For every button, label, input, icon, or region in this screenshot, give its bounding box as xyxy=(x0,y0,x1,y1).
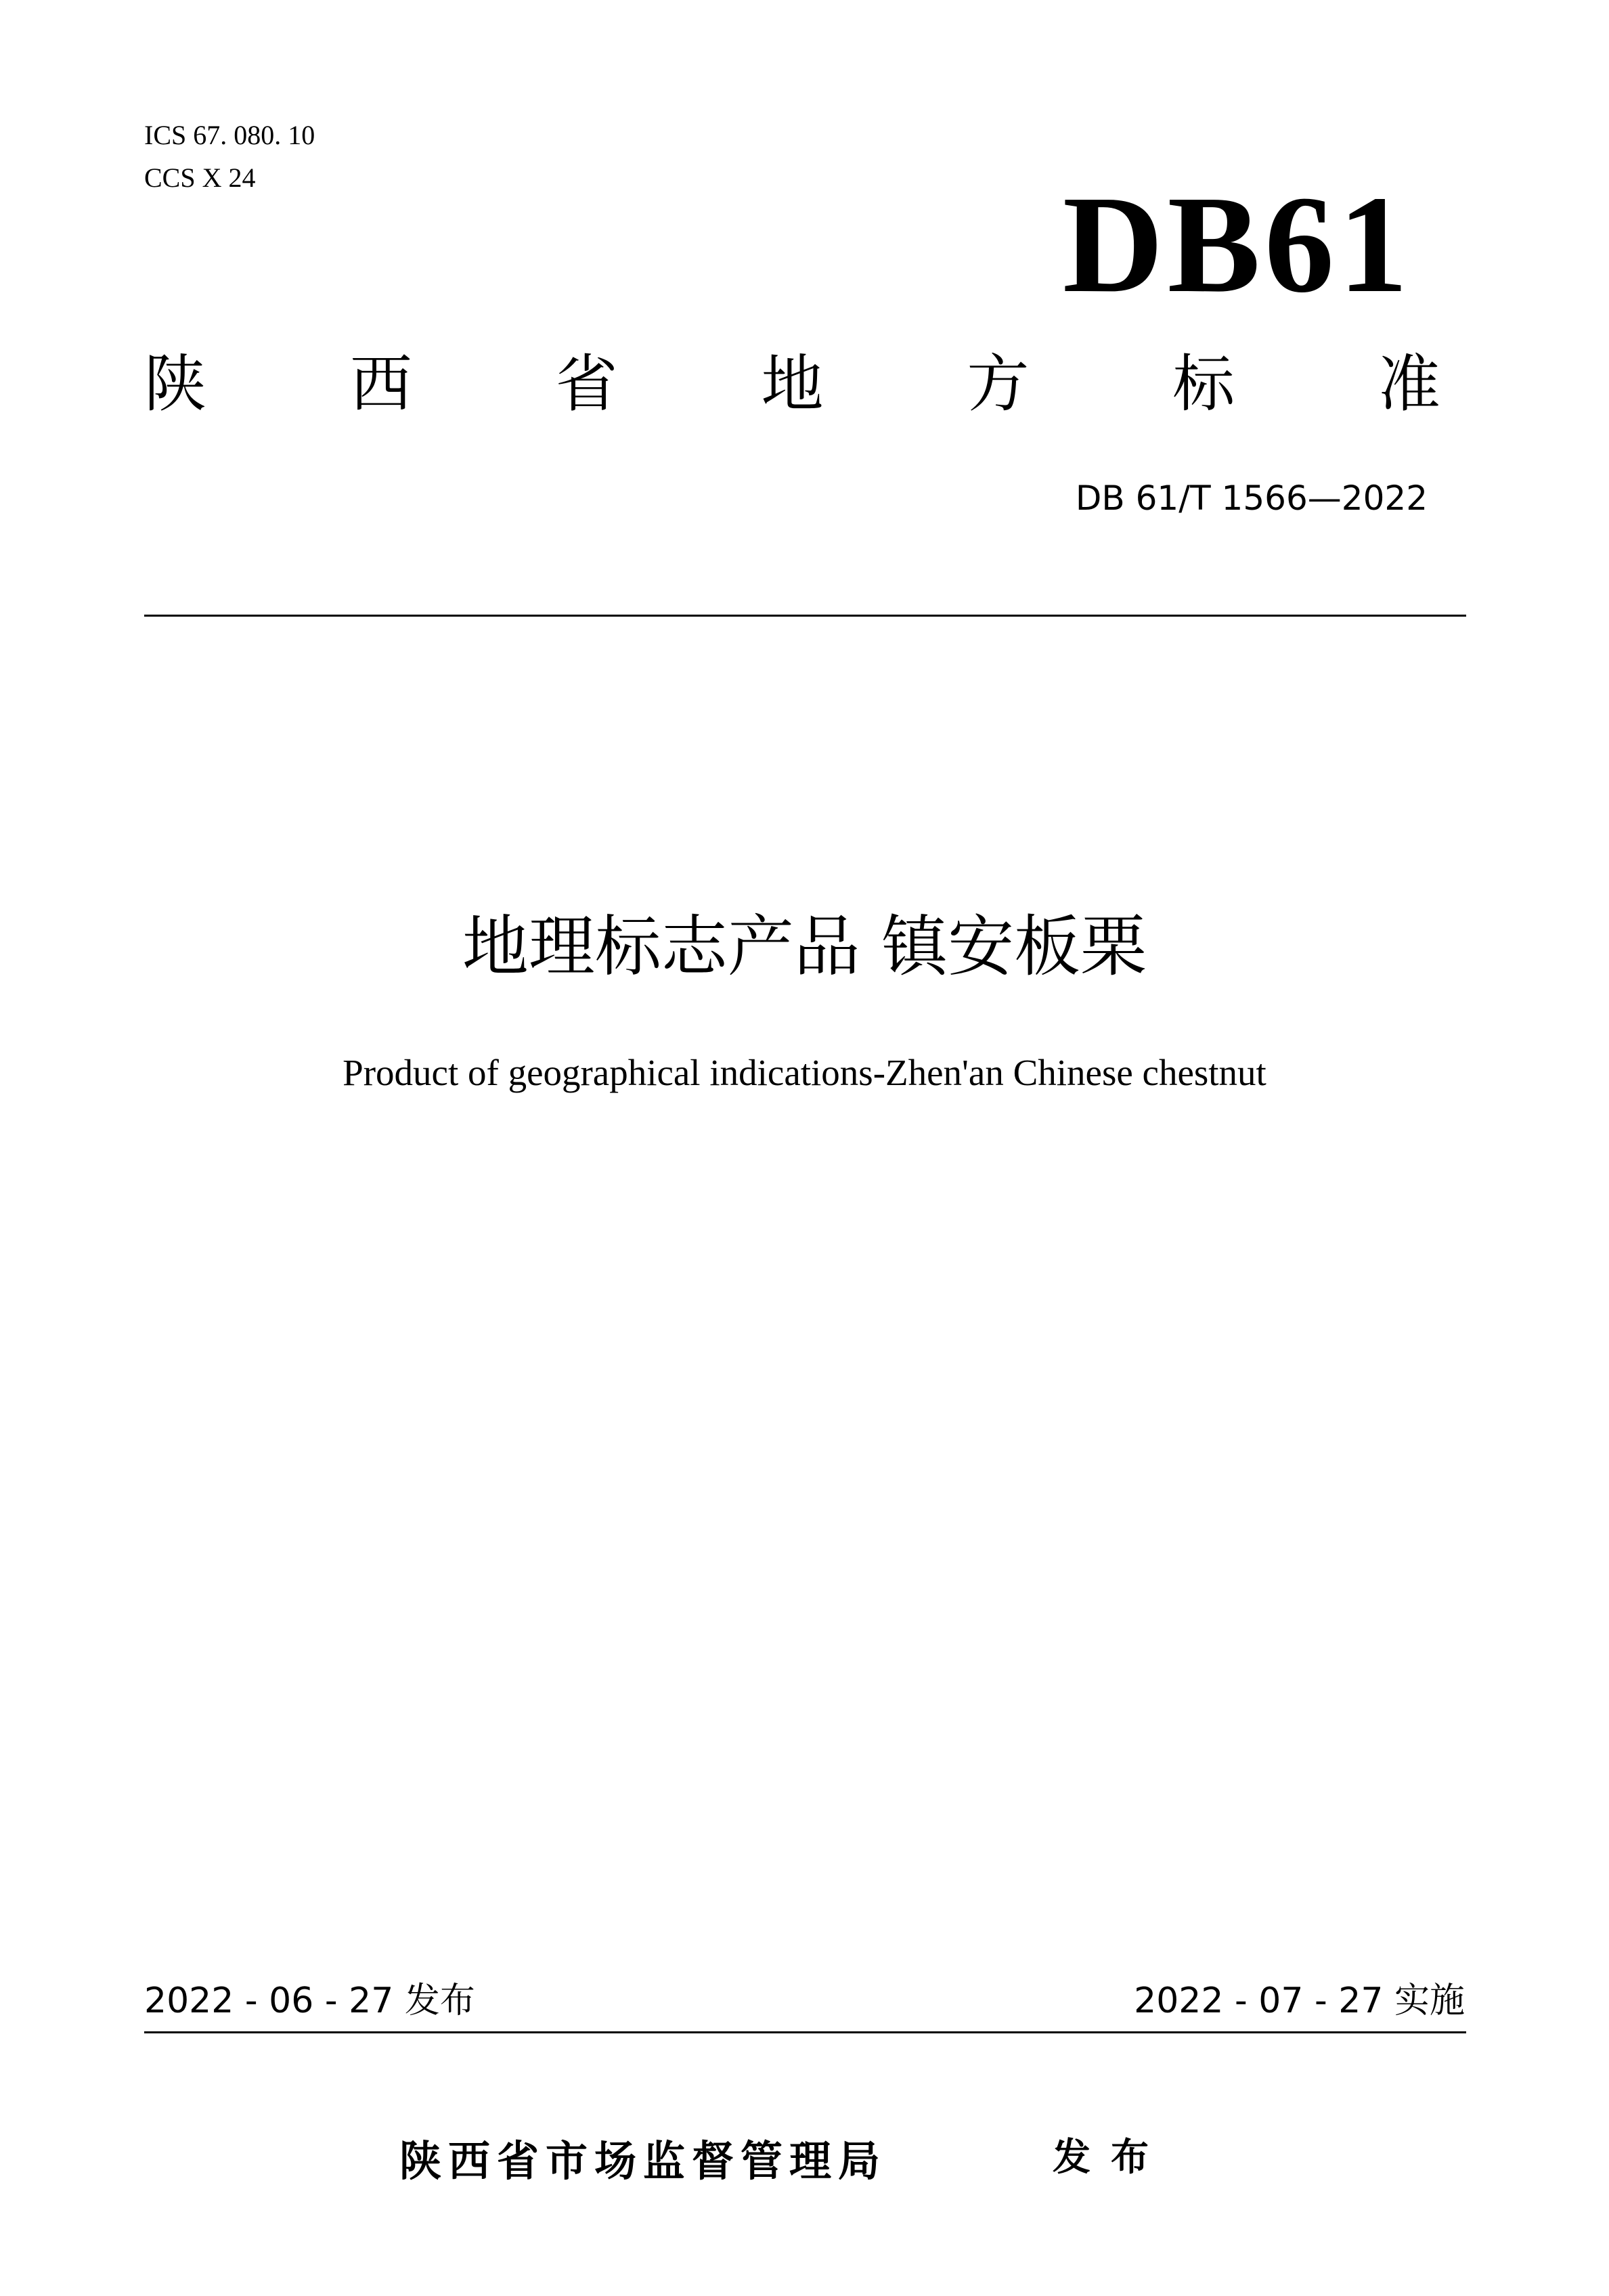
standard-type-char: 陕 xyxy=(144,348,207,420)
title-english: Product of geographical indications-Zhen'an Chinese chestnut xyxy=(343,1052,1266,1093)
standard-type-char: 标 xyxy=(1172,348,1235,420)
standard-type-char: 准 xyxy=(1377,348,1440,420)
standard-type-char: 省 xyxy=(555,348,618,420)
standard-type-char: 地 xyxy=(761,348,824,420)
ccs-code: CCS X 24 xyxy=(144,162,256,193)
issuing-authority: 陕西省市场监督管理局 xyxy=(399,2136,887,2186)
footer-divider xyxy=(144,2031,1466,2033)
issue-label: 发布 xyxy=(1053,2136,1169,2180)
standard-type-heading xyxy=(144,348,1440,420)
implement-date: 2022 - 07 - 27 实施 xyxy=(1134,1981,1465,2021)
standard-type-char: 西 xyxy=(349,348,412,420)
ics-code: ICS 67. 080. 10 xyxy=(144,120,315,150)
standard-number: DB 61/T 1566—2022 xyxy=(1075,479,1428,518)
db61-logo: DB61 xyxy=(1062,167,1412,322)
header-divider xyxy=(144,615,1466,617)
standard-type-char: 方 xyxy=(967,348,1030,420)
title-chinese: 地理标志产品 镇安板栗 xyxy=(462,908,1147,986)
publish-date: 2022 - 06 - 27 发布 xyxy=(144,1981,475,2021)
